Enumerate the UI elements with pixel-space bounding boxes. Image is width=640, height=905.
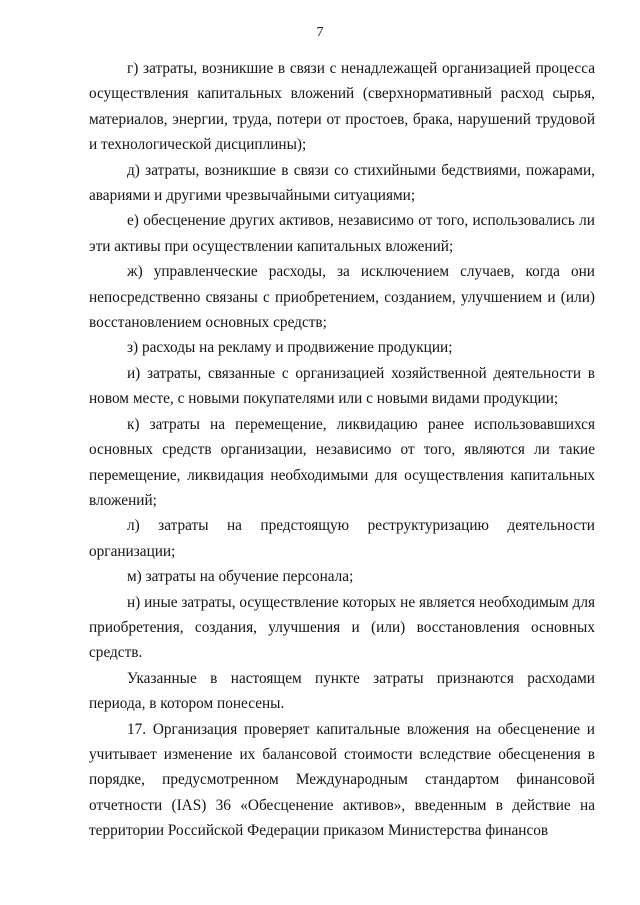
paragraph-17: 17. Организация проверяет капитальные вложения на обесценение и учитывает изменение их балансовой стоимости вследствие обесценения в порядке, предусмотренном Международным стандартом финансовой отчетности (IAS) 36 «Обесценение активов», введенным в действие на территории Российской Федерации приказом Министерства финансов [89, 720, 595, 840]
paragraph-e: е) обесценение других активов, независимо от того, использовались ли эти активы при осуществлении капитальных вложений; [89, 212, 595, 255]
paragraph-i: и) затраты, связанные с организацией хозяйственной деятельности в новом месте, с новыми покупателями или с новыми видами продукции; [89, 364, 595, 408]
page-number: 7 [316, 25, 324, 40]
document-body [89, 56, 595, 844]
paragraph-m: м) затраты на обучение персонала; [127, 568, 354, 586]
paragraph-z: з) расходы на рекламу и продвижение продукции; [127, 339, 453, 357]
paragraph-period-expenses: Указанные в настоящем пункте затраты признаются расходами периода, в котором понесены. [89, 669, 595, 713]
paragraph-n: н) иные затраты, осуществление которых не является необходимым для приобретения, создания, улучшения и (или) восстановления основных средств. [89, 593, 595, 662]
paragraph-g: г) затраты, возникшие в связи с ненадлежащей организацией процесса осуществления капитальных вложений (сверхнормативный расход сырья, материалов, энергии, труда, потери от простоев, брака, нарушений трудовой и технологической дисциплины); [89, 60, 595, 154]
paragraph-l: л) затраты на предстоящую реструктуризацию деятельности организации; [89, 517, 595, 560]
paragraph-d: д) затраты, возникшие в связи со стихийными бедствиями, пожарами, авариями и другими чрезвычайными ситуациями; [89, 161, 595, 205]
paragraph-zh: ж) управленческие расходы, за исключением случаев, когда они непосредственно связаны с приобретением, созданием, улучшением и (или) восстановлением основных средств; [89, 263, 595, 332]
paragraph-k: к) затраты на перемещение, ликвидацию ранее использовавшихся основных средств организации, независимо от того, являются ли такие перемещение, ликвидация необходимыми для осуществления капитальных вложений; [89, 415, 595, 509]
